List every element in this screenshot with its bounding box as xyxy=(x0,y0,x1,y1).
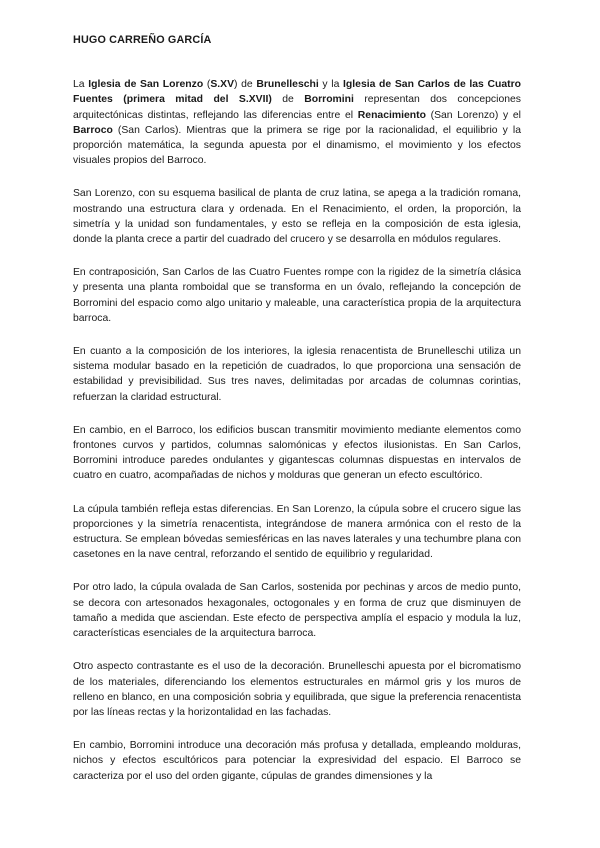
intro-text-2: ( xyxy=(203,79,211,91)
intro-bold-renacimiento: Renacimiento xyxy=(357,109,426,121)
intro-bold-century: S.XV xyxy=(210,79,235,91)
intro-paragraph xyxy=(73,77,521,168)
intro-text-5: de xyxy=(271,94,305,106)
intro-text-1: La xyxy=(73,79,89,91)
intro-bold-brunelleschi: Brunelleschi xyxy=(256,79,319,91)
body-paragraph: En cuanto a la composición de los interiores, la iglesia renacentista de Brunelleschi utiliza un sistema modular basado en la repetición de cuadrados, lo que proporciona una sensación de estabilidad y previsibilidad. Sus tres naves, delimitadas por arcadas de columnas corintias, refuerzan la claridad estructural. xyxy=(73,346,521,403)
intro-text-4: y la xyxy=(318,79,344,91)
body-paragraph: En cambio, Borromini introduce una decoración más profusa y detallada, empleando molduras, nichos y efectos escultóricos para potenciar la expresividad del espacio. El Barroco se caracteriza por el uso del orden gigante, cúpulas de grandes dimensiones y la xyxy=(73,740,521,782)
body-paragraph: Otro aspecto contrastante es el uso de la decoración. Brunelleschi apuesta por el bicromatismo de los materiales, diferenciando los elementos estructurales en mármol gris y los muros de relleno en blanco, en una composición sobria y equilibrada, que sigue la preferencia renacentista por las líneas rectas y la horizontalidad en las fachadas. xyxy=(73,661,521,718)
intro-bold-barroco: Barroco xyxy=(73,124,113,136)
body-paragraph: En cambio, en el Barroco, los edificios buscan transmitir movimiento mediante elementos como frontones curvos y partidos, columnas salomónicas y efectos ilusionistas. En San Carlos, Borromini introduce paredes ondulantes y gigantescas columnas dispuestas en intervalos de cuatro en cuatro, acompañadas de nichos y molduras que generan un efecto escultórico. xyxy=(73,424,521,482)
intro-text-7: (San Lorenzo) y el xyxy=(425,109,521,121)
intro-bold-san-lorenzo: Iglesia de San Lorenzo xyxy=(88,79,204,91)
intro-bold-san-carlos: Iglesia de San Carlos de las Cuatro Fuentes (primera mitad del S.XVII) xyxy=(73,79,521,106)
intro-text-3: ) de xyxy=(234,79,257,91)
body-paragraph: En contraposición, San Carlos de las Cuatro Fuentes rompe con la rigidez de la simetría clásica y presenta una planta romboidal que se transforma en un óvalo, reflejando la concepción de Borromini del espacio como algo unitario y maleable, una característica propia de la arquitectura barroca. xyxy=(73,267,521,324)
intro-text-8: (San Carlos). Mientras que la primera se rige por la racionalidad, el equilibrio y la proporción matemática, la segunda apuesta por el dinamismo, el movimiento y los efectos visuales propios del Barroco. xyxy=(73,124,521,167)
author-name: HUGO CARREÑO GARCÍA xyxy=(73,34,212,46)
body-paragraph: San Lorenzo, con su esquema basilical de planta de cruz latina, se apega a la tradición romana, mostrando una estructura clara y ordenada. En el Renacimiento, el orden, la proporción, la simetría y la unidad son fundamentales, y esto se refleja en la composición de esta iglesia, donde la planta crece a partir del cuadrado del crucero y se desarrolla en módulos regulares. xyxy=(73,188,521,246)
intro-bold-borromini: Borromini xyxy=(304,94,354,106)
intro-text-6: representan dos concepciones arquitectónicas distintas, reflejando las diferencias entre el xyxy=(73,94,521,121)
body-paragraph: La cúpula también refleja estas diferencias. En San Lorenzo, la cúpula sobre el crucero sigue las proporciones y la simetría renacentista, integrándose de manera armónica con el resto de la estructura. Se emplean bóvedas semiesféricas en las naves laterales y una techumbre plana con casetones en la nave central, reforzando el sentido de equilibrio y regularidad. xyxy=(73,503,521,561)
body-paragraph: Por otro lado, la cúpula ovalada de San Carlos, sostenida por pechinas y arcos de medio punto, se decora con artesonados hexagonales, octogonales y en forma de cruz que disminuyen de tamaño a medida que asciendan. Este efecto de perspectiva amplía el espacio y modula la luz, características esenciales de la arquitectura barroca. xyxy=(73,582,521,640)
